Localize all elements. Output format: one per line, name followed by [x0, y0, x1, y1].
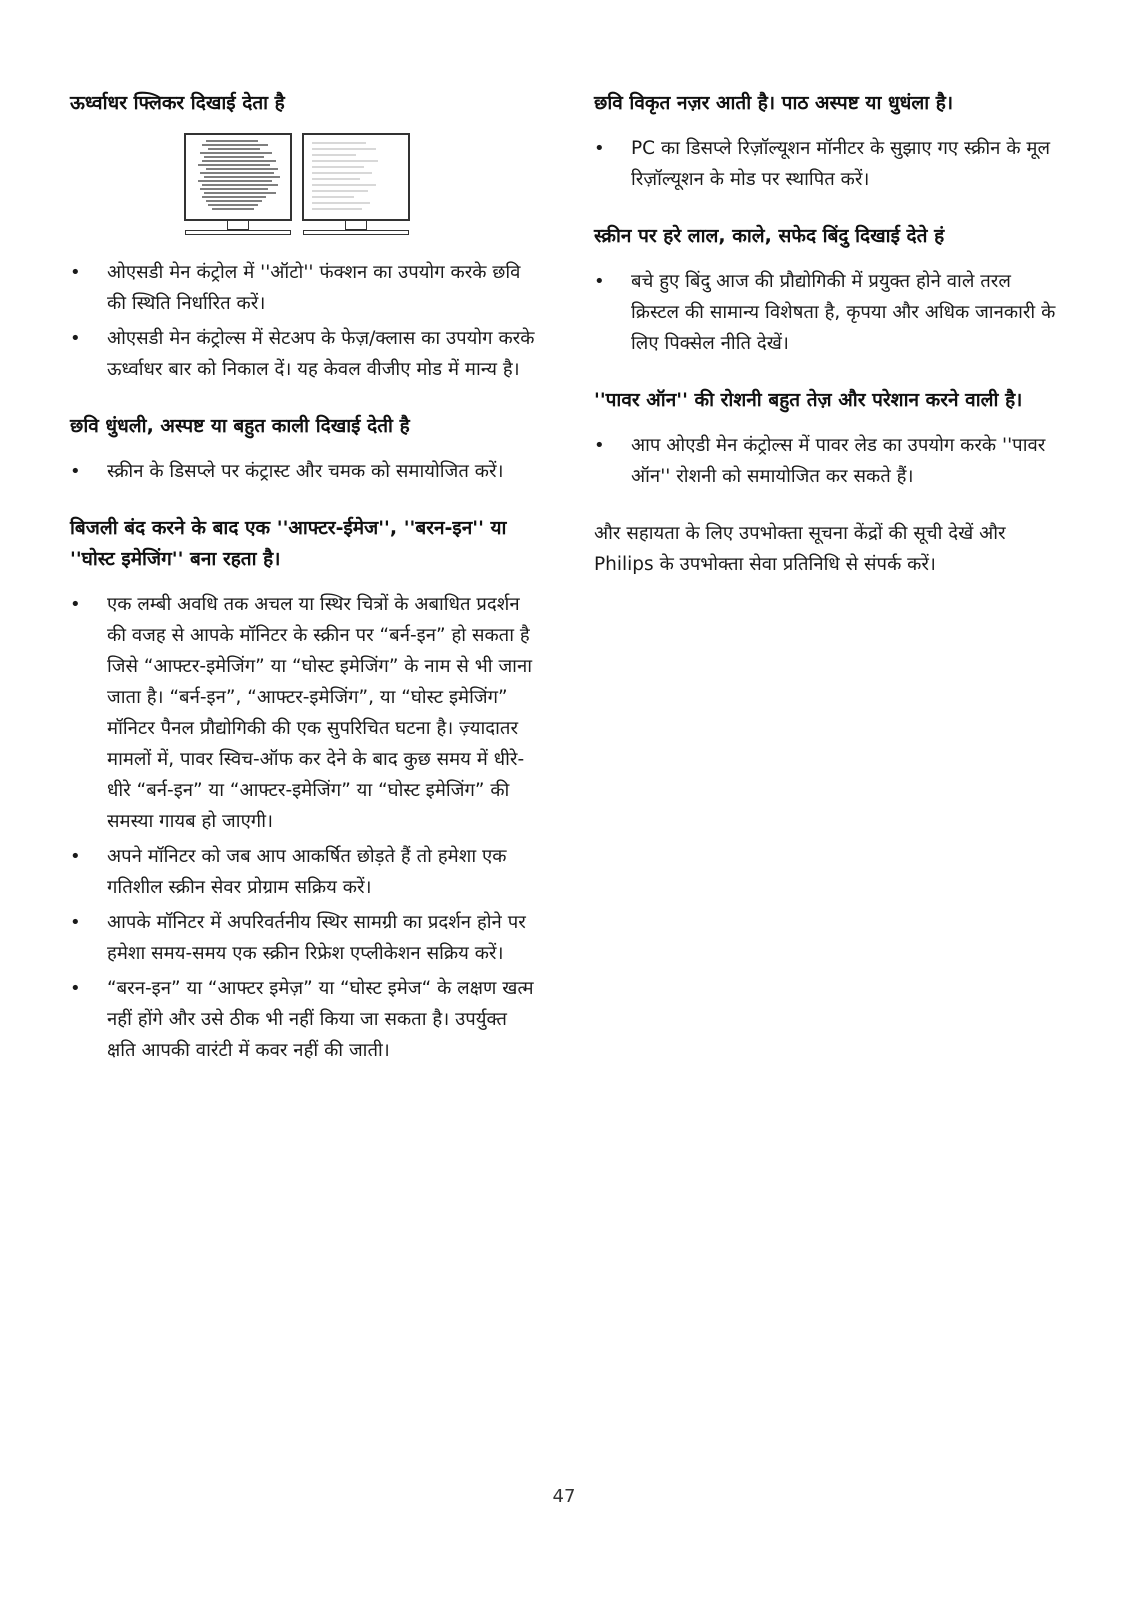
- flicker-illustration: [184, 133, 540, 235]
- list-item: • ओएसडी मेन कंट्रोल में ''ऑटो'' फंक्शन का उपयोग करके छवि की स्थिति निर्धारित करें।: [70, 257, 540, 319]
- page-number: 47: [552, 1486, 576, 1507]
- bullet-list-flicker: [70, 257, 540, 385]
- list-item: • आपके मॉनिटर में अपरिवर्तनीय स्थिर सामग्री का प्रदर्शन होने पर हमेशा समय-समय एक स्क्रीन रिफ्रेश एप्लीकेशन सक्रिय करें।: [70, 907, 540, 969]
- section-blurry-image: [70, 411, 540, 487]
- section-power-on-light: [594, 385, 1064, 492]
- list-item: • ओएसडी मेन कंट्रोल्स में सेटअप के फेज़/क्लास का उपयोग करके ऊर्ध्वाधर बार को निकाल दें। यह केवल वीजीए मोड में मान्य है।: [70, 323, 540, 385]
- bullet-list-after-image: [70, 589, 540, 1066]
- heading-distorted-image: छवि विकृत नज़र आती है। पाठ अस्पष्ट या धुधंला है।: [594, 92, 954, 114]
- monitor-clear-icon: [302, 133, 410, 235]
- heading-after-image: बिजली बंद करने के बाद एक ''आफ्टर-ईमेज'', ''बरन-इन'' या ''घोस्ट इमेजिंग'' बना रहता है।: [70, 517, 507, 570]
- bullet-list-distorted: [594, 133, 1064, 195]
- list-item: • बचे हुए बिंदु आज की प्रौद्योगिकी में प्रयुक्त होने वाले तरल क्रिस्टल की सामान्य विशेषता है, कृपया और अधिक जानकारी के लिए पिक्सेल नीति देखें।: [594, 266, 1064, 359]
- bullet-list-power-on: [594, 430, 1064, 492]
- list-item: • एक लम्बी अवधि तक अचल या स्थिर चित्रों के अबाधित प्रदर्शन की वजह से आपके मॉनिटर के स्क्रीन पर “बर्न-इन” हो सकता है जिसे “आफ्टर-इमेजिंग” या “घोस्ट इमेजिंग” के नाम से भी जाना जाता है। “बर्न-इन”, “आफ्टर-इमेजिंग”, या “घोस्ट इमेजिंग” मॉनिटर पैनल प्रौद्योगिकी की एक सुपरिचित घटना है। ज़्यादातर मामलों में, पावर स्विच-ऑफ कर देने के बाद कुछ समय में धीरे-धीरे “बर्न-इन” या “आफ्टर-इमेजिंग” या “घोस्ट इमेजिंग” की समस्या गायब हो जाएगी।: [70, 589, 540, 837]
- section-distorted-image: [594, 88, 1064, 195]
- heading-vertical-flicker: ऊर्ध्वाधर फ्लिकर दिखाई देता है: [70, 92, 285, 114]
- section-dots: [594, 221, 1064, 359]
- monitor-flicker-icon: [184, 133, 292, 235]
- heading-blurry-image: छवि धुंधली, अस्पष्ट या बहुत काली दिखाई देती है: [70, 415, 410, 437]
- heading-dots: स्क्रीन पर हरे लाल, काले, सफेद बिंदु दिखाई देते हं: [594, 225, 945, 247]
- list-item: • अपने मॉनिटर को जब आप आकर्षित छोड़ते हैं तो हमेशा एक गतिशील स्क्रीन सेवर प्रोग्राम सक्रिय करें।: [70, 841, 540, 903]
- list-item: • आप ओएडी मेन कंट्रोल्स में पावर लेड का उपयोग करके ''पावर ऑन'' रोशनी को समायोजित कर सकते हैं।: [594, 430, 1064, 492]
- bullet-list-blurry: [70, 456, 540, 487]
- section-after-image: [70, 513, 540, 1066]
- bullet-list-dots: [594, 266, 1064, 359]
- left-column: [70, 88, 540, 1092]
- list-item: • स्क्रीन के डिसप्ले पर कंट्रास्ट और चमक को समायोजित करें।: [70, 456, 540, 487]
- section-vertical-flicker: [70, 88, 540, 385]
- right-column: [594, 88, 1064, 580]
- list-item: • “बरन-इन” या “आफ्टर इमेज़” या “घोस्ट इमेज“ के लक्षण खत्म नहीं होंगे और उसे ठीक भी नहीं किया जा सकता है। उपर्युक्त क्षति आपकी वारंटी में कवर नहीं की जाती।: [70, 973, 540, 1066]
- list-item: • PC का डिसप्ले रिज़ॉल्यूशन मॉनीटर के सुझाए गए स्क्रीन के मूल रिज़ॉल्यूशन के मोड पर स्थापित करें।: [594, 133, 1064, 195]
- heading-power-on-light: ''पावर ऑन'' की रोशनी बहुत तेज़ और परेशान करने वाली है।: [594, 389, 1023, 411]
- closing-note: और सहायता के लिए उपभोक्ता सूचना केंद्रों की सूची देखें और Philips के उपभोक्ता सेवा प्रतिनिधि से संपर्क करें।: [594, 523, 1006, 575]
